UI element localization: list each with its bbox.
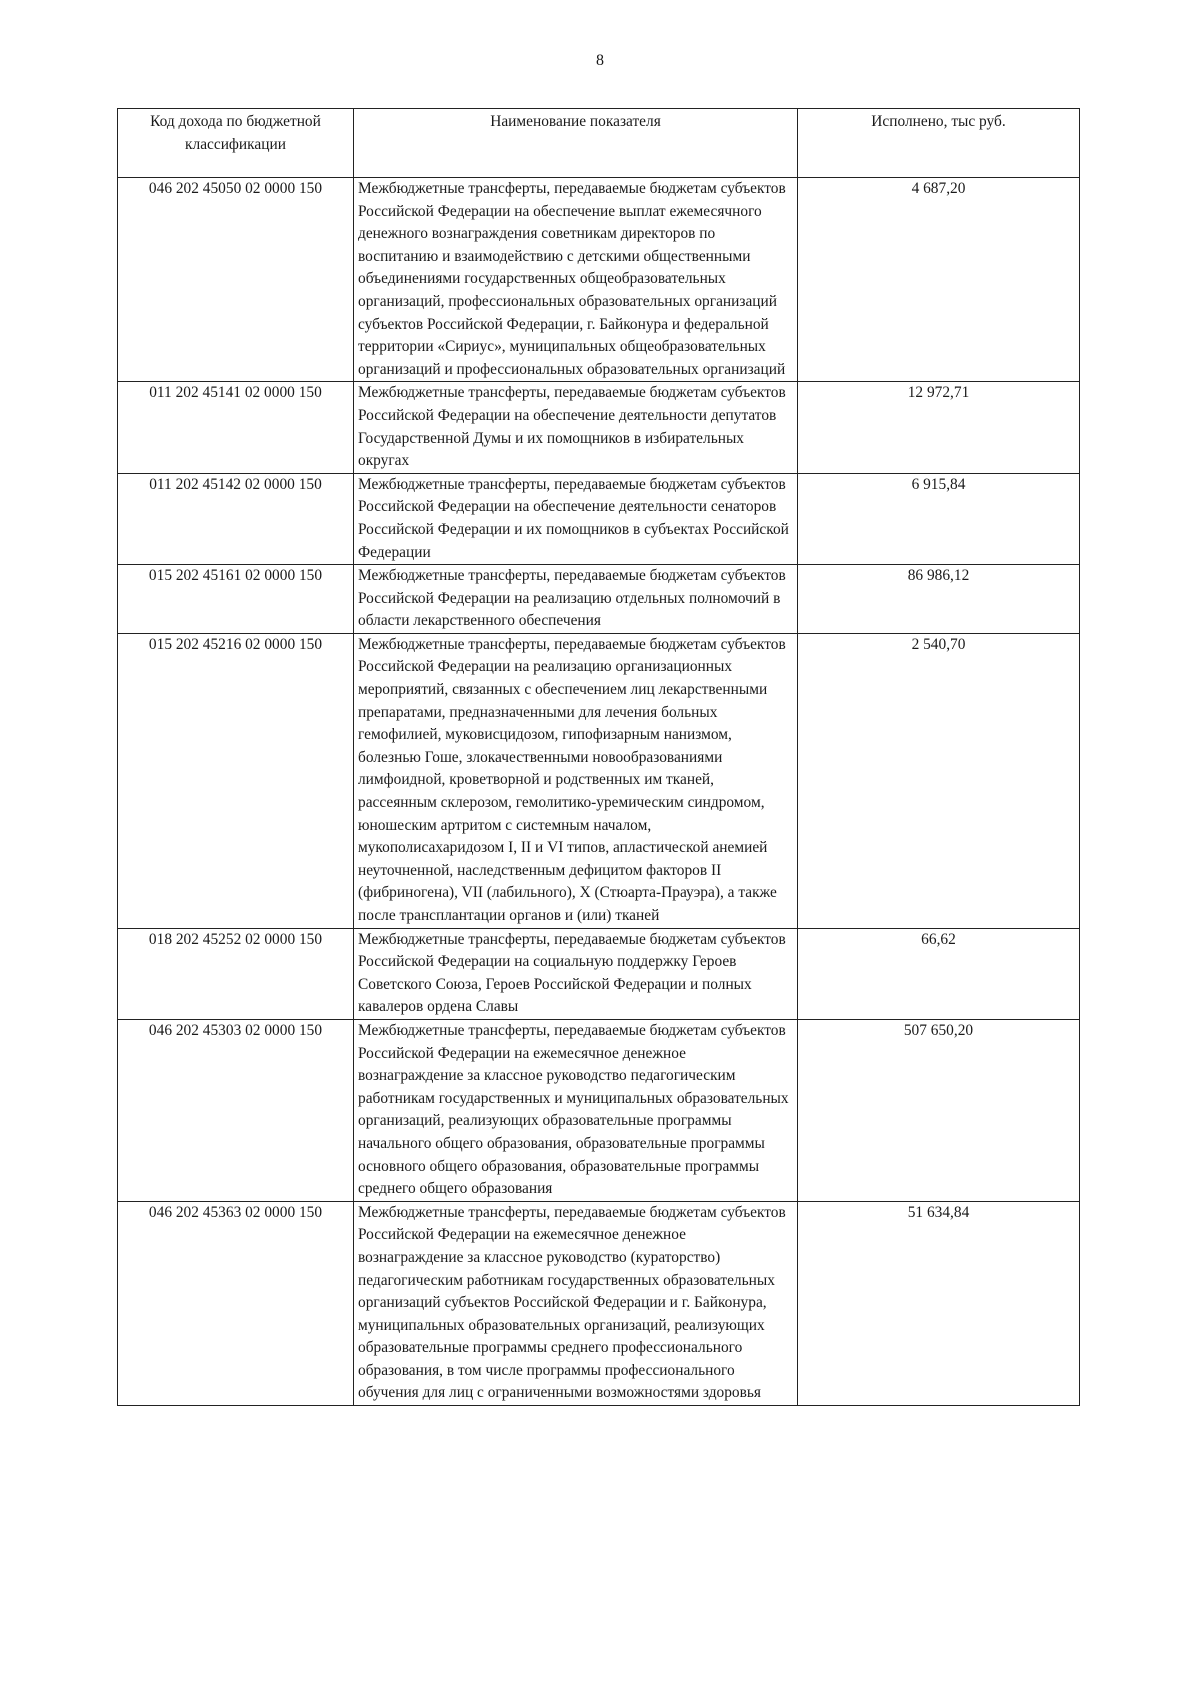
row-name: Межбюджетные трансферты, передаваемые бюджетам субъектов Российской Федерации на обеспечение выплат ежемесячного денежного вознаграждения советникам директоров по воспитанию и взаимодействию с детскими общественными объединениями государственных общеобразовательных организаций, профессиональных образовательных организаций субъектов Российской Федерации, г. Байконура и федеральной территории «Сириус», муниципальных общеобразовательных организаций и профессиональных образовательных организаций	[354, 178, 798, 382]
table-row	[118, 178, 1080, 382]
table-row	[118, 633, 1080, 928]
row-amount: 6 915,84	[798, 473, 1080, 564]
table-row	[118, 1019, 1080, 1201]
header-code: Код дохода по бюджетной классификации	[118, 109, 354, 178]
header-name: Наименование показателя	[354, 109, 798, 178]
table-row	[118, 382, 1080, 473]
table-row	[118, 565, 1080, 634]
row-amount: 507 650,20	[798, 1019, 1080, 1201]
table-header-row	[118, 109, 1080, 178]
row-amount: 86 986,12	[798, 565, 1080, 634]
table-row	[118, 928, 1080, 1019]
page-number: 8	[596, 52, 604, 69]
row-amount: 12 972,71	[798, 382, 1080, 473]
row-name: Межбюджетные трансферты, передаваемые бюджетам субъектов Российской Федерации на реализацию отдельных полномочий в области лекарственного обеспечения	[354, 565, 798, 634]
row-code: 011 202 45141 02 0000 150	[118, 382, 354, 473]
table-row	[118, 1201, 1080, 1405]
row-name: Межбюджетные трансферты, передаваемые бюджетам субъектов Российской Федерации на ежемесячное денежное вознаграждение за классное руководство (кураторство) педагогическим работникам государственных образовательных организаций субъектов Российской Федерации и г. Байконура, муниципальных образовательных организаций, реализующих образовательные программы среднего профессионального образования, в том числе программы профессионального обучения для лиц с ограниченными возможностями здоровья	[354, 1201, 798, 1405]
table-row	[118, 473, 1080, 564]
row-code: 011 202 45142 02 0000 150	[118, 473, 354, 564]
row-code: 018 202 45252 02 0000 150	[118, 928, 354, 1019]
row-code: 015 202 45161 02 0000 150	[118, 565, 354, 634]
row-name: Межбюджетные трансферты, передаваемые бюджетам субъектов Российской Федерации на ежемесячное денежное вознаграждение за классное руководство педагогическим работникам государственных и муниципальных образовательных организаций, реализующих образовательные программы начального общего образования, образовательные программы основного общего образования, образовательные программы среднего общего образования	[354, 1019, 798, 1201]
row-code: 046 202 45050 02 0000 150	[118, 178, 354, 382]
row-code: 046 202 45363 02 0000 150	[118, 1201, 354, 1405]
row-name: Межбюджетные трансферты, передаваемые бюджетам субъектов Российской Федерации на обеспечение деятельности сенаторов Российской Федерации и их помощников в субъектах Российской Федерации	[354, 473, 798, 564]
row-name: Межбюджетные трансферты, передаваемые бюджетам субъектов Российской Федерации на реализацию организационных мероприятий, связанных с обеспечением лиц лекарственными препаратами, предназначенными для лечения больных гемофилией, муковисцидозом, гипофизарным нанизмом, болезнью Гоше, злокачественными новообразованиями лимфоидной, кроветворной и родственных им тканей, рассеянным склерозом, гемолитико-уремическим синдромом, юношеским артритом с системным началом, мукополисахаридозом I, II и VI типов, апластической анемией неуточненной, наследственным дефицитом факторов II (фибриногена), VII (лабильного), X (Стюарта-Прауэра), а также после трансплантации органов и (или) тканей	[354, 633, 798, 928]
row-code: 015 202 45216 02 0000 150	[118, 633, 354, 928]
row-amount: 51 634,84	[798, 1201, 1080, 1405]
row-amount: 66,62	[798, 928, 1080, 1019]
budget-table	[117, 108, 1080, 1406]
row-name: Межбюджетные трансферты, передаваемые бюджетам субъектов Российской Федерации на обеспечение деятельности депутатов Государственной Думы и их помощников в избирательных округах	[354, 382, 798, 473]
header-amount: Исполнено, тыс руб.	[798, 109, 1080, 178]
row-name: Межбюджетные трансферты, передаваемые бюджетам субъектов Российской Федерации на социальную поддержку Героев Советского Союза, Героев Российской Федерации и полных кавалеров ордена Славы	[354, 928, 798, 1019]
row-amount: 4 687,20	[798, 178, 1080, 382]
row-amount: 2 540,70	[798, 633, 1080, 928]
row-code: 046 202 45303 02 0000 150	[118, 1019, 354, 1201]
